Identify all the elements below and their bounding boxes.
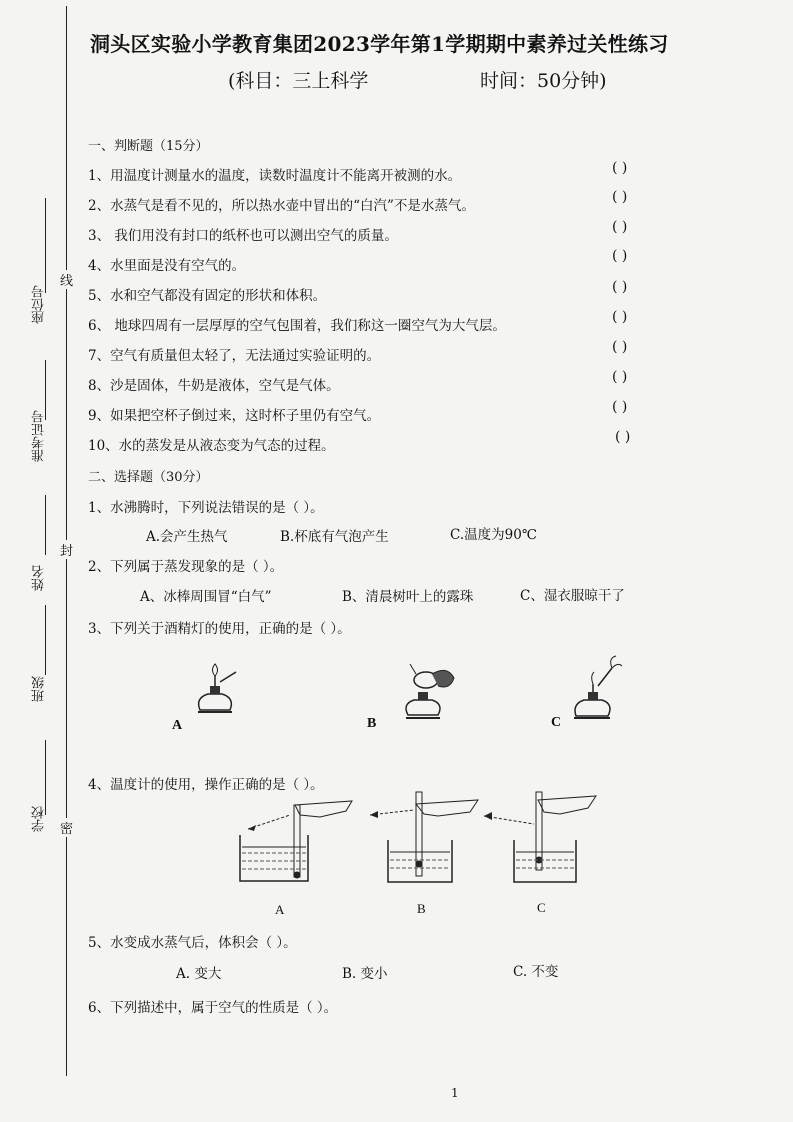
tf-answer-2[interactable]: ( ) xyxy=(612,189,628,205)
mc-q5-option-a[interactable]: A. 变大 xyxy=(176,966,222,982)
line-mark: 线 xyxy=(60,270,73,289)
name-fill-line xyxy=(45,495,46,555)
thermometer-figure-b xyxy=(366,790,481,885)
figure-4b-label: B xyxy=(417,901,426,916)
page-title: 洞头区实验小学教育集团2023学年第1学期期中素养过关性练习 xyxy=(90,32,669,56)
tf-answer-8[interactable]: ( ) xyxy=(612,369,628,385)
page-number: 1 xyxy=(451,1086,459,1100)
figure-3a-label: A xyxy=(172,718,183,733)
seat-label: 座位号 xyxy=(32,285,47,324)
alcohol-lamp-figure-a xyxy=(190,668,240,723)
mc-q2-option-a[interactable]: A、冰棒周围冒“白气” xyxy=(140,589,272,605)
name-label: 姓名 xyxy=(32,565,47,591)
seal-mark: 封 xyxy=(60,540,73,559)
tf-answer-1[interactable]: ( ) xyxy=(612,160,628,176)
tf-answer-10[interactable]: ( ) xyxy=(615,429,631,445)
mc-q5-option-c[interactable]: C. 不变 xyxy=(513,964,559,980)
mc-question-1: 1、水沸腾时，下列说法错误的是（ ）。 xyxy=(88,500,324,516)
mc-question-2: 2、下列属于蒸发现象的是（ ）。 xyxy=(88,559,284,575)
mc-question-5: 5、水变成水蒸气后，体积会（ ）。 xyxy=(88,935,297,951)
class-fill-line xyxy=(45,605,46,675)
mc-q1-option-a[interactable]: A.会产生热气 xyxy=(146,529,228,545)
alcohol-lamp-figure-c xyxy=(568,658,628,728)
figure-4a-label: A xyxy=(275,902,285,917)
tf-answer-5[interactable]: ( ) xyxy=(612,279,628,295)
figure-3b-label: B xyxy=(367,716,377,731)
secret-mark: 密 xyxy=(60,818,73,837)
tf-answer-3[interactable]: ( ) xyxy=(612,219,628,235)
school-fill-line xyxy=(45,740,46,815)
school-label: 学校 xyxy=(32,806,47,832)
tf-answer-9[interactable]: ( ) xyxy=(612,399,628,415)
mc-question-4: 4、温度计的使用，操作正确的是（ ）。 xyxy=(88,777,324,793)
mc-q5-option-b[interactable]: B. 变小 xyxy=(342,966,388,982)
tf-question-3: 3、 我们用没有封口的纸杯也可以测出空气的质量。 xyxy=(88,228,398,244)
tf-question-1: 1、用温度计测量水的温度，读数时温度计不能离开被测的水。 xyxy=(88,168,462,184)
mc-q1-option-c[interactable]: C.温度为90℃ xyxy=(450,527,537,543)
tf-question-7: 7、空气有质量但太轻了，无法通过实验证明的。 xyxy=(88,348,381,364)
seat-fill-line xyxy=(45,198,46,293)
mc-q1-option-b[interactable]: B.杯底有气泡产生 xyxy=(280,529,389,545)
thermometer-figure-a xyxy=(240,795,355,885)
tf-answer-6[interactable]: ( ) xyxy=(612,309,628,325)
tf-question-9: 9、如果把空杯子倒过来，这时杯子里仍有空气。 xyxy=(88,408,381,424)
alcohol-lamp-figure-b xyxy=(392,660,462,730)
class-label: 班级 xyxy=(32,676,47,702)
tf-question-2: 2、水蒸气是看不见的，所以热水壶中冒出的“白汽”不是水蒸气。 xyxy=(88,198,475,214)
figure-4c-label: C xyxy=(537,900,546,915)
mc-q2-option-b[interactable]: B、清晨树叶上的露珠 xyxy=(342,589,474,605)
figure-3c-label: C xyxy=(551,715,562,730)
tf-question-10: 10、水的蒸发是从液态变为气态的过程。 xyxy=(88,438,335,454)
tf-question-6: 6、 地球四周有一层厚厚的空气包围着，我们称这一圈空气为大气层。 xyxy=(88,318,506,334)
section1-heading: 一、判断题（15分） xyxy=(88,139,209,154)
exam-no-label: 准考证号 xyxy=(32,410,47,462)
section2-heading: 二、选择题（30分） xyxy=(88,470,209,485)
thermometer-figure-c xyxy=(480,790,600,885)
tf-answer-4[interactable]: ( ) xyxy=(612,248,628,264)
mc-q2-option-c[interactable]: C、湿衣服晾干了 xyxy=(520,588,625,604)
tf-question-5: 5、水和空气都没有固定的形状和体积。 xyxy=(88,288,327,304)
mc-question-3: 3、下列关于酒精灯的使用，正确的是（ ）。 xyxy=(88,621,351,637)
subject-label: (科目：三上科学 xyxy=(228,70,369,92)
tf-question-8: 8、沙是固体，牛奶是液体，空气是气体。 xyxy=(88,378,340,394)
time-limit: 时间：50分钟) xyxy=(480,70,607,92)
mc-question-6: 6、下列描述中，属于空气的性质是（ ）。 xyxy=(88,1000,338,1016)
tf-question-4: 4、水里面是没有空气的。 xyxy=(88,258,246,274)
tf-answer-7[interactable]: ( ) xyxy=(612,339,628,355)
